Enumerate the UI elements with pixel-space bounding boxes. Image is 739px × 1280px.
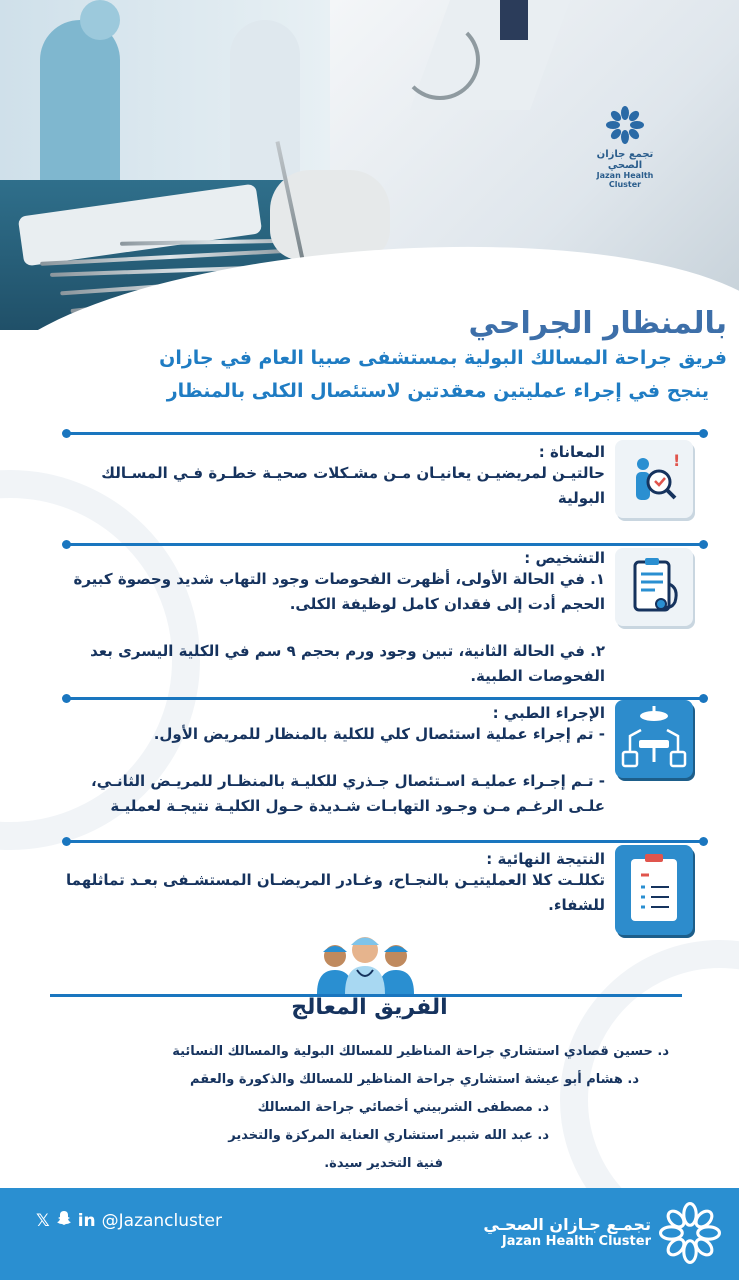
- section-text: ١. في الحالة الأولى، أظهرت الفحوصات وجود التهاب شديد وحصوة كبيرة الحجم أدت إلى فقدان كامل لوظيفة الكلى.: [73, 570, 605, 613]
- coat-logo-ar: تجمع جازان الصحي: [596, 149, 654, 171]
- operating-room-icon: [615, 700, 693, 778]
- x-twitter-icon[interactable]: 𝕏: [36, 1210, 50, 1231]
- page-subtitle-line1: فريق جراحة المسالك البولية بمستشفى صبيا العام في جازان: [159, 347, 727, 369]
- section-divider: [65, 432, 705, 435]
- section-heading: التشخيص :: [524, 549, 605, 567]
- section-text: حالتيـن لمريضيـن يعانيـان مـن مشـكلات صحيـة خطـرة فـي المسـالك البولية: [101, 464, 605, 507]
- coat-logo-en: Jazan Health Cluster: [596, 171, 654, 189]
- jazan-cluster-logo-icon: [659, 1202, 721, 1264]
- medical-record-stethoscope-icon: [615, 548, 693, 626]
- section-text: تكللـت كلا العمليتيـن بالنجـاح، وغـادر المريضـان المستشـفى بعـد تماثلهما للشفاء.: [66, 871, 605, 914]
- section-suffering: [60, 443, 605, 511]
- team-member: د. حسين قصادي استشاري جراحة المناظير للمسالك البولية والمسالك النسائية: [172, 1044, 669, 1059]
- linkedin-icon[interactable]: in: [77, 1210, 96, 1231]
- coat-logo: [585, 105, 665, 189]
- patient-diagnosis-icon: [615, 440, 693, 518]
- section-heading: المعاناة :: [538, 443, 605, 461]
- clipboard-checklist-icon: [615, 845, 693, 935]
- section-heading: الإجراء الطبي :: [492, 704, 605, 722]
- section-text: ٢. في الحالة الثانية، تبين وجود ورم بحجم ٩ سم في الكلية اليسرى بعد الفحوصات الطبية.: [90, 642, 605, 685]
- footer-brand-en: Jazan Health Cluster: [501, 1234, 651, 1249]
- jazan-cluster-logo-icon: [605, 105, 645, 145]
- page-subtitle-line2: ينجح في إجراء عمليتين معقدتين لاستئصال الكلى بالمنظار: [166, 380, 709, 402]
- social-handle[interactable]: @Jazancluster: [101, 1210, 223, 1231]
- social-links: [36, 1210, 222, 1231]
- section-divider: [65, 543, 705, 546]
- svg-text:!: !: [673, 451, 681, 470]
- section-diagnosis: [60, 549, 605, 689]
- team-member: د. مصطفى الشربيني أخصائي جراحة المسالك: [257, 1100, 549, 1115]
- page-title: بالمنظار الجراحي: [468, 306, 727, 341]
- section-result: [60, 850, 605, 918]
- team-member: فنية التخدير سيدة.: [324, 1156, 443, 1171]
- section-procedure: [60, 704, 605, 819]
- footer-brand-ar: تجمـع جـازان الصحـي: [483, 1215, 651, 1234]
- section-text: - تـم إجـراء عمليـة اسـتئصال جـذري للكليـة بالمنظـار للمريـض الثانـي، علـى الرغـم مـن وجـود التهابـات شـديدة حـول الكليـة نتيجـة لعمليـة: [91, 772, 605, 815]
- section-heading: النتيجة النهائية :: [486, 850, 605, 868]
- section-text: - تم إجراء عملية استئصال كلي للكلية بالمنظار للمريض الأول.: [153, 725, 605, 743]
- team-member: د. عبد الله شبير استشاري العناية المركزة والتخدير: [228, 1128, 549, 1143]
- footer: [0, 1188, 739, 1280]
- medical-team-icon: [313, 930, 418, 994]
- hero-image: [0, 0, 739, 330]
- section-divider: [65, 697, 705, 700]
- section-divider: [65, 840, 705, 843]
- team-member: د. هشام أبو عيشة استشاري جراحة المناظير للمسالك والذكورة والعقم: [190, 1072, 639, 1087]
- footer-brand: [483, 1215, 651, 1249]
- team-heading: الفريق المعالج: [291, 995, 448, 1020]
- snapchat-icon[interactable]: [56, 1210, 72, 1231]
- team-list: [0, 1038, 739, 1178]
